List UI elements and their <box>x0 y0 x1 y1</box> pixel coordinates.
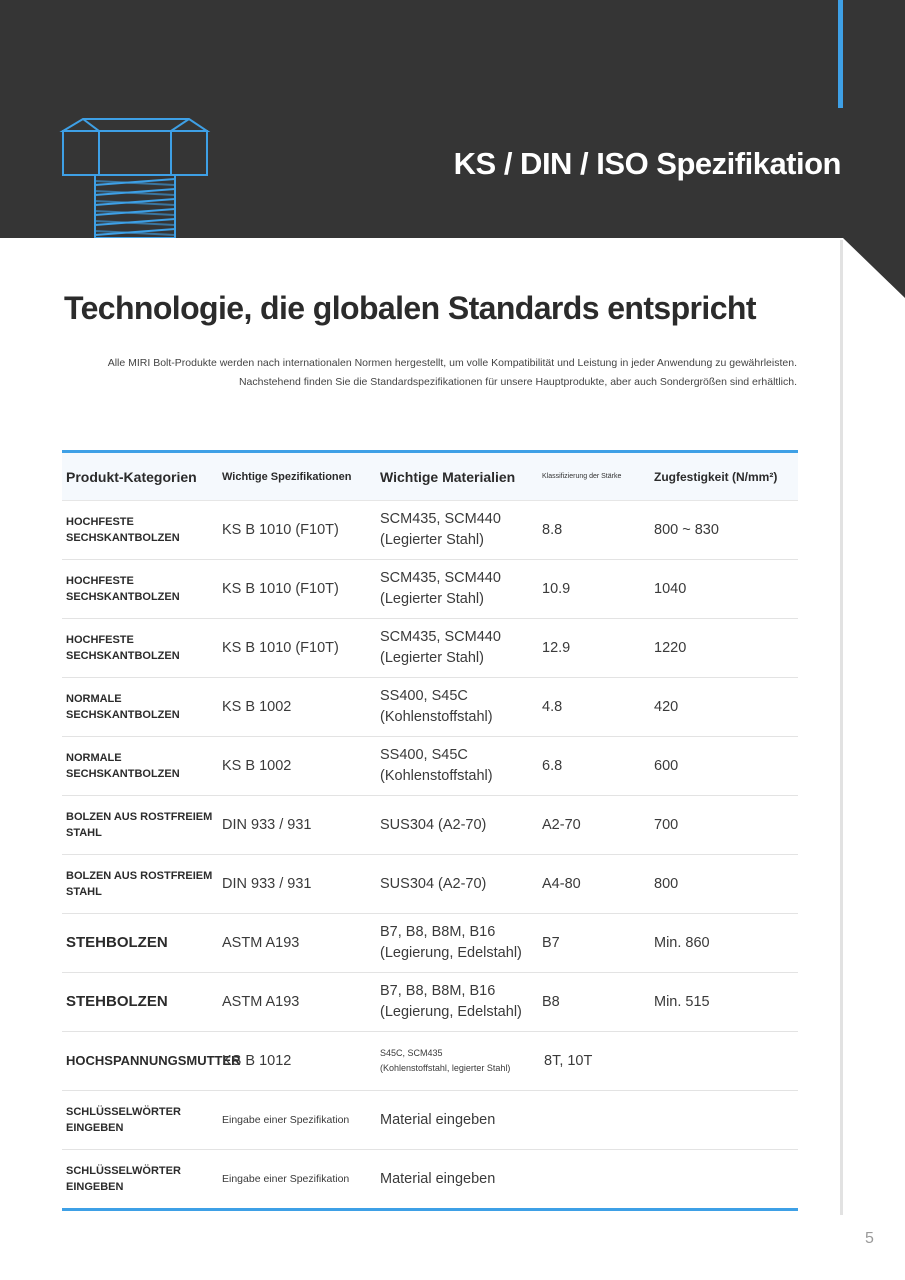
table-row <box>62 1091 798 1150</box>
material-type: (Kohlenstoffstahl) <box>380 768 493 784</box>
cell-class: 6.8 <box>540 737 652 796</box>
cell-category: NORMALE SECHSKANTBOLZEN <box>62 737 222 796</box>
material-name: S45C, SCM435 <box>380 1048 443 1058</box>
cell-tensile: 1220 <box>652 619 798 678</box>
cell-spec: DIN 933 / 931 <box>222 796 372 855</box>
cell-category: BOLZEN AUS ROSTFREIEM STAHL <box>62 796 222 855</box>
cell-material <box>372 560 540 619</box>
cell-class <box>540 1091 652 1150</box>
corner-triangle <box>843 238 905 298</box>
intro-text <box>37 354 797 392</box>
cell-category: STEHBOLZEN <box>62 973 222 1032</box>
cell-category: BOLZEN AUS ROSTFREIEM STAHL <box>62 855 222 914</box>
cell-tensile: 800 <box>652 855 798 914</box>
bolt-icon <box>55 115 215 238</box>
cell-material <box>372 1032 540 1091</box>
cell-material <box>372 678 540 737</box>
table-row <box>62 1150 798 1209</box>
intro-line-2: Nachstehend finden Sie die Standardspezifikationen für unsere Hauptprodukte, aber auch Sondergrößen sind erhältlich. <box>238 376 797 388</box>
cell-category: HOCHFESTE SECHSKANTBOLZEN <box>62 619 222 678</box>
cell-material <box>372 973 540 1032</box>
material-name: SCM435, SCM440 <box>380 511 501 527</box>
material-type: (Legierter Stahl) <box>380 532 484 548</box>
table-row <box>62 560 798 619</box>
material-name: SS400, S45C <box>380 688 468 704</box>
header-spec: Wichtige Spezifikationen <box>222 453 372 501</box>
header-material: Wichtige Materialien <box>372 453 540 501</box>
material-name: SCM435, SCM440 <box>380 570 501 586</box>
cell-material <box>372 855 540 914</box>
table-row <box>62 855 798 914</box>
table-row <box>62 973 798 1032</box>
cell-category: SCHLÜSSELWÖRTER EINGEBEN <box>66 1165 181 1193</box>
cell-spec: ASTM A193 <box>222 973 372 1032</box>
material-name: B7, B8, B8M, B16 <box>380 924 496 940</box>
table-row <box>62 737 798 796</box>
cell-material <box>372 796 540 855</box>
side-rule <box>840 240 843 1215</box>
cell-material <box>372 737 540 796</box>
header-title: KS / DIN / ISO Spezifikation <box>453 146 841 181</box>
cell-class <box>540 1150 652 1209</box>
table-row <box>62 501 798 560</box>
material-type: (Kohlenstoffstahl) <box>380 709 493 725</box>
material-name: SCM435, SCM440 <box>380 629 501 645</box>
cell-material <box>372 501 540 560</box>
cell-spec: Eingabe einer Spezifikation <box>222 1091 372 1150</box>
cell-spec: KS B 1010 (F10T) <box>222 501 372 560</box>
cell-tensile: Min. 860 <box>652 914 798 973</box>
cell-tensile: 1040 <box>652 560 798 619</box>
intro-line-1: Alle MIRI Bolt-Produkte werden nach internationalen Normen hergestellt, um volle Kompatibilität und Leistung in jeder Anwendung zu gewährleisten. <box>107 357 797 369</box>
cell-spec: KS B 1010 (F10T) <box>222 619 372 678</box>
cell-tensile: 800 ~ 830 <box>652 501 798 560</box>
cell-tensile: 600 <box>652 737 798 796</box>
cell-material <box>372 914 540 973</box>
cell-material <box>372 1150 540 1209</box>
cell-category: HOCHFESTE SECHSKANTBOLZEN <box>62 501 222 560</box>
cell-material <box>372 1091 540 1150</box>
cell-category: NORMALE SECHSKANTBOLZEN <box>62 678 222 737</box>
cell-category: HOCHFESTE SECHSKANTBOLZEN <box>62 560 222 619</box>
material-type: (Legierter Stahl) <box>380 591 484 607</box>
cell-tensile <box>652 1091 798 1150</box>
accent-bar <box>838 0 843 108</box>
cell-material <box>372 619 540 678</box>
cell-category: SCHLÜSSELWÖRTER EINGEBEN <box>62 1091 222 1150</box>
page-number: 5 <box>865 1230 874 1247</box>
cell-spec: Eingabe einer Spezifikation <box>222 1172 350 1185</box>
cell-tensile: 700 <box>652 796 798 855</box>
table-header-row <box>62 453 798 501</box>
table-row <box>62 914 798 973</box>
header-category: Produkt-Kategorien <box>62 453 222 501</box>
cell-spec: DIN 933 / 931 <box>222 855 372 914</box>
cell-tensile <box>652 1150 798 1209</box>
header-tensile: Zugfestigkeit (N/mm²) <box>652 453 798 501</box>
header-class: Klassifizierung der Stärke <box>540 453 652 501</box>
cell-spec: KS B 1002 <box>222 678 372 737</box>
cell-category: STEHBOLZEN <box>62 914 222 973</box>
cell-class: A2-70 <box>540 796 652 855</box>
cell-class: B7 <box>540 914 652 973</box>
cell-class: B8 <box>540 973 652 1032</box>
material-type: (Legierter Stahl) <box>380 650 484 666</box>
cell-class: 10.9 <box>540 560 652 619</box>
material-type: (Legierung, Edelstahl) <box>380 1004 522 1020</box>
table-row <box>62 796 798 855</box>
cell-class: 4.8 <box>540 678 652 737</box>
material-name: SUS304 (A2-70) <box>380 875 487 892</box>
material-name: SS400, S45C <box>380 747 468 763</box>
cell-class: 8.8 <box>540 501 652 560</box>
table-row <box>62 1032 798 1091</box>
material-type: (Legierung, Edelstahl) <box>380 945 522 961</box>
material-name: Material eingeben <box>380 1111 496 1128</box>
cell-spec: ASTM A193 <box>222 914 372 973</box>
cell-class: 8T, 10T <box>540 1032 652 1091</box>
page-headline: Technologie, die globalen Standards entspricht <box>64 290 756 326</box>
cell-tensile <box>652 1032 798 1091</box>
cell-class: A4-80 <box>540 855 652 914</box>
material-type: (Kohlenstoffstahl, legierter Stahl) <box>380 1063 511 1073</box>
page-header <box>0 0 905 238</box>
cell-spec: KS B 1012 <box>222 1032 372 1091</box>
material-name: SUS304 (A2-70) <box>380 816 487 833</box>
spec-table <box>62 450 798 1211</box>
material-name: B7, B8, B8M, B16 <box>380 983 496 999</box>
table-row <box>62 678 798 737</box>
cell-spec: KS B 1002 <box>222 737 372 796</box>
cell-class: 12.9 <box>540 619 652 678</box>
cell-tensile: Min. 515 <box>652 973 798 1032</box>
cell-category: HOCHSPANNUNGSMUTTER <box>62 1032 222 1091</box>
cell-spec: KS B 1010 (F10T) <box>222 560 372 619</box>
material-name: Material eingeben <box>380 1170 496 1187</box>
table-row <box>62 619 798 678</box>
cell-tensile: 420 <box>652 678 798 737</box>
